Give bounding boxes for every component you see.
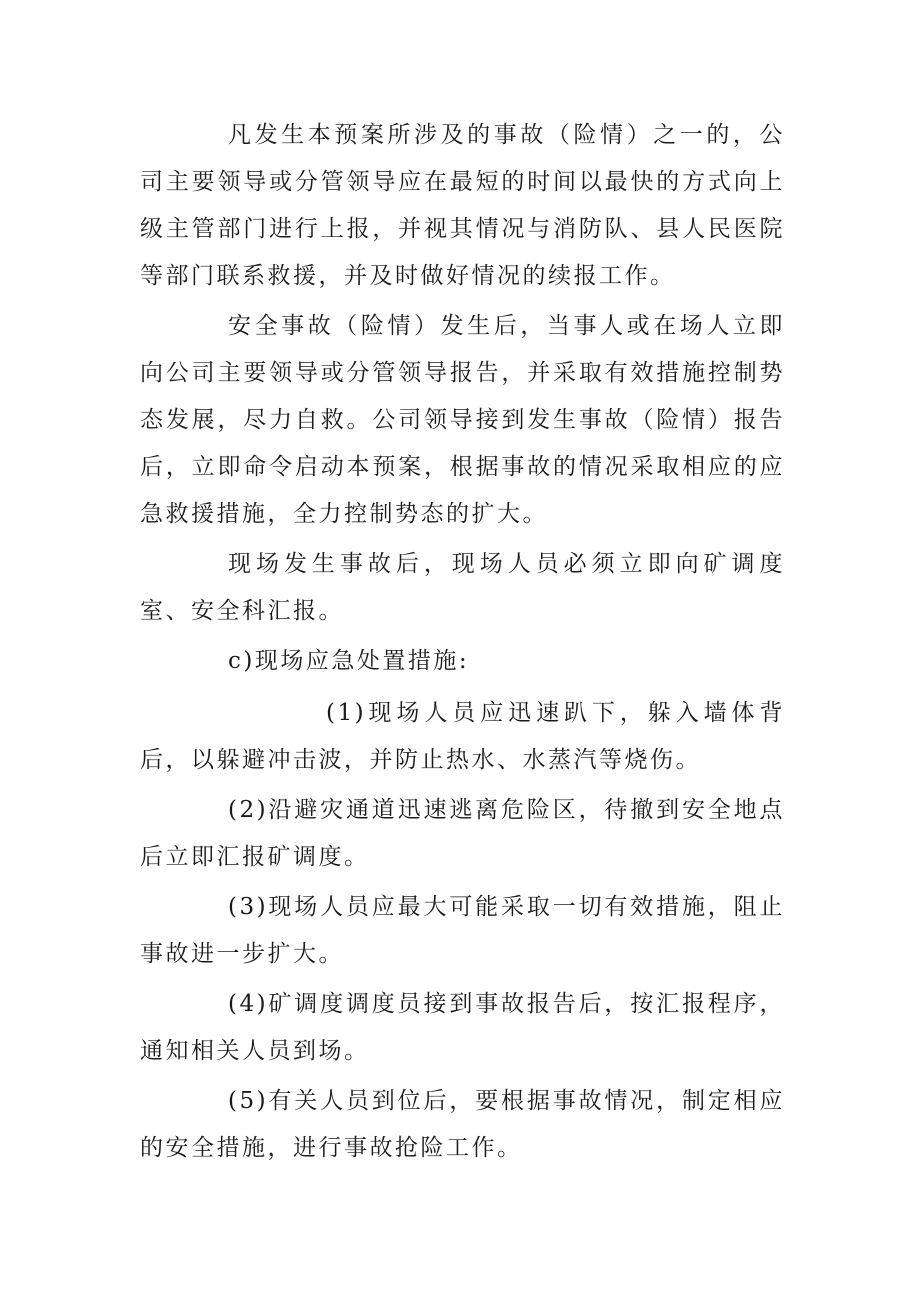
- measure-item-3: (3)现场人员应最大可能采取一切有效措施，阻止事故进一步扩大。: [140, 894, 785, 967]
- paragraph-incident-response: 安全事故（险情）发生后，当事人或在场人立即向公司主要领导或分管领导报告，并采取有效措施控制势态发展，尽力自救。公司领导接到发生事故（险情）报告后，立即命令启动本预案，根据事故的情况采取相应的应急救援措施，全力控制势态的扩大。: [140, 313, 785, 527]
- document-body: [140, 112, 785, 1175]
- measure-item-1: (1)现场人员应迅速趴下，躲入墙体背后，以躲避冲击波，并防止热水、水蒸汽等烧伤。: [140, 700, 785, 773]
- paragraph-onsite-report: 现场发生事故后，现场人员必须立即向矿调度室、安全科汇报。: [140, 551, 785, 624]
- measure-item-4: (4)矿调度调度员接到事故报告后，按汇报程序，通知相关人员到场。: [140, 991, 785, 1064]
- measure-item-5: (5)有关人员到位后，要根据事故情况，制定相应的安全措施，进行事故抢险工作。: [140, 1088, 785, 1161]
- measure-item-2: (2)沿避灾通道迅速逃离危险区，待撤到安全地点后立即汇报矿调度。: [140, 797, 785, 870]
- section-heading-onsite-measures: c)现场应急处置措施:: [228, 648, 470, 674]
- paragraph-report-to-superiors: 凡发生本预案所涉及的事故（险情）之一的，公司主要领导或分管领导应在最短的时间以最快的方式向上级主管部门进行上报，并视其情况与消防队、县人民医院等部门联系救援，并及时做好情况的续报工作。: [140, 122, 785, 289]
